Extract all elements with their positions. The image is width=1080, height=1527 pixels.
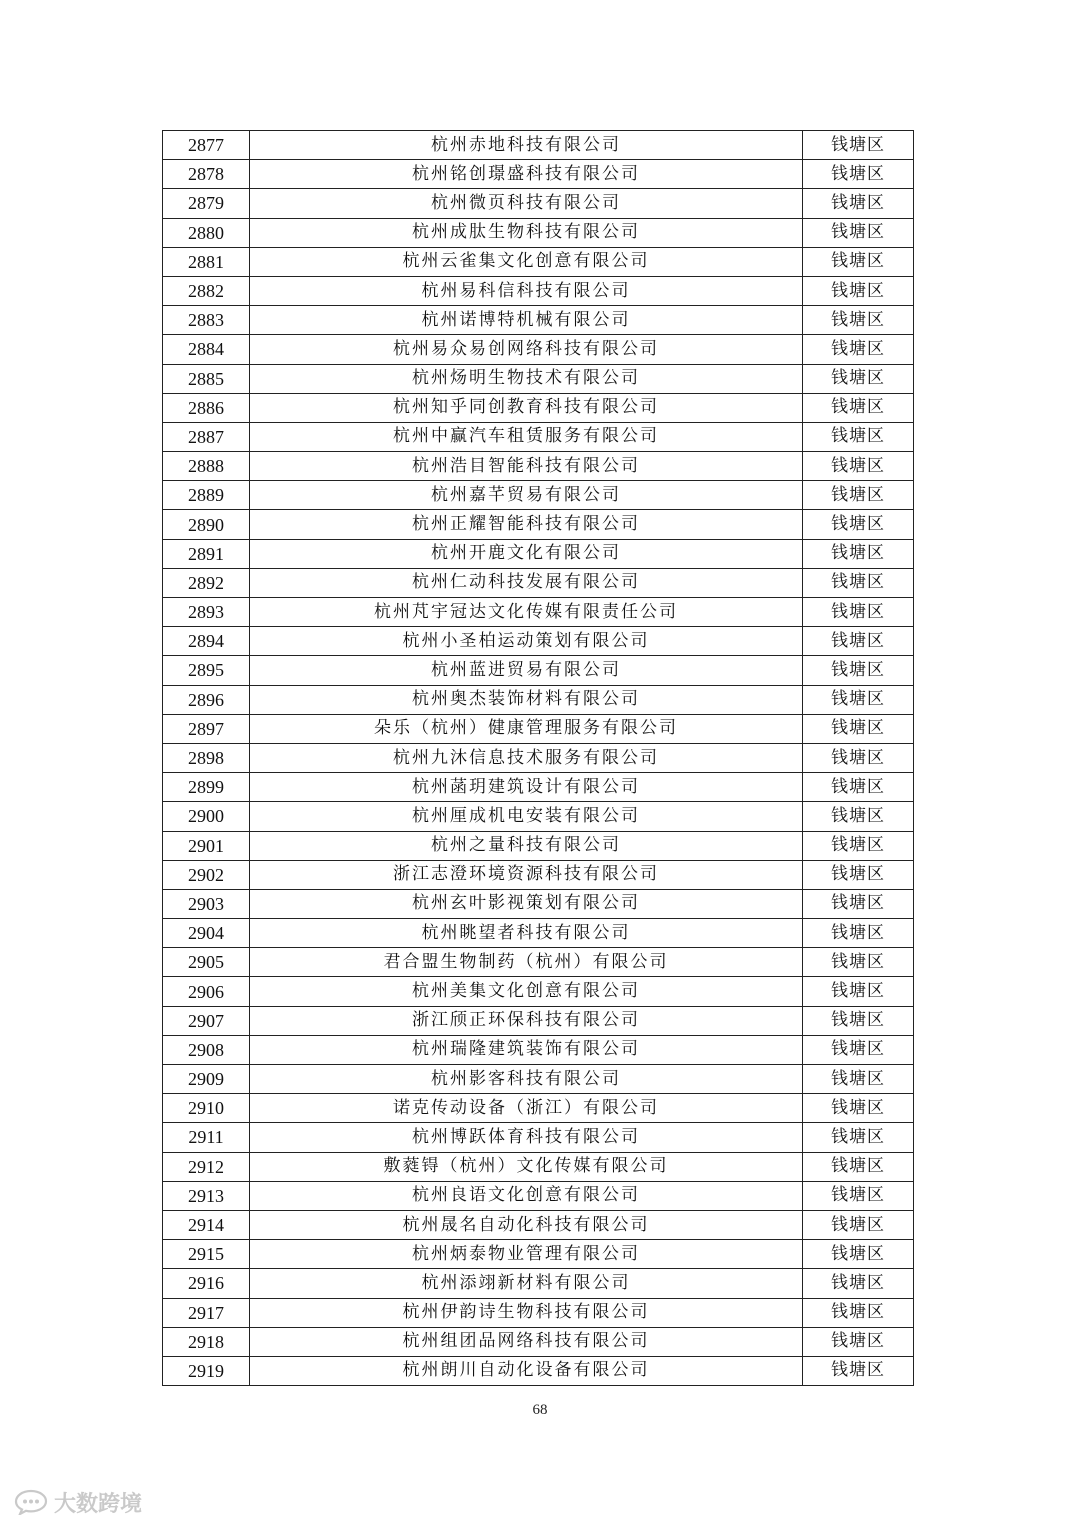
district-name: 钱塘区 bbox=[803, 247, 914, 276]
table-row bbox=[163, 1210, 914, 1239]
district-name: 钱塘区 bbox=[803, 802, 914, 831]
row-number: 2879 bbox=[163, 189, 250, 218]
row-number: 2911 bbox=[163, 1123, 250, 1152]
district-name: 钱塘区 bbox=[803, 1298, 914, 1327]
row-number: 2898 bbox=[163, 743, 250, 772]
district-name: 钱塘区 bbox=[803, 656, 914, 685]
company-name: 杭州开鹿文化有限公司 bbox=[250, 539, 803, 568]
row-number: 2903 bbox=[163, 889, 250, 918]
table-row bbox=[163, 656, 914, 685]
company-name: 杭州知乎同创教育科技有限公司 bbox=[250, 393, 803, 422]
district-name: 钱塘区 bbox=[803, 773, 914, 802]
table-row bbox=[163, 627, 914, 656]
table-row bbox=[163, 306, 914, 335]
table-row bbox=[163, 1035, 914, 1064]
table-row bbox=[163, 1094, 914, 1123]
district-name: 钱塘区 bbox=[803, 510, 914, 539]
table-row bbox=[163, 1240, 914, 1269]
district-name: 钱塘区 bbox=[803, 743, 914, 772]
district-name: 钱塘区 bbox=[803, 1006, 914, 1035]
district-name: 钱塘区 bbox=[803, 539, 914, 568]
speech-bubble-logo-icon bbox=[14, 1489, 48, 1515]
company-name: 杭州浩目智能科技有限公司 bbox=[250, 452, 803, 481]
row-number: 2904 bbox=[163, 919, 250, 948]
row-number: 2878 bbox=[163, 160, 250, 189]
table-row bbox=[163, 977, 914, 1006]
table-row bbox=[163, 189, 914, 218]
company-name: 杭州嘉芊贸易有限公司 bbox=[250, 481, 803, 510]
table-row bbox=[163, 1181, 914, 1210]
company-name: 杭州朗川自动化设备有限公司 bbox=[250, 1356, 803, 1385]
company-name: 杭州小圣柏运动策划有限公司 bbox=[250, 627, 803, 656]
company-list-body bbox=[163, 131, 914, 1386]
district-name: 钱塘区 bbox=[803, 685, 914, 714]
company-name: 杭州瑞隆建筑装饰有限公司 bbox=[250, 1035, 803, 1064]
company-name: 杭州玄叶影视策划有限公司 bbox=[250, 889, 803, 918]
company-name: 杭州易众易创网络科技有限公司 bbox=[250, 335, 803, 364]
district-name: 钱塘区 bbox=[803, 1094, 914, 1123]
company-name: 杭州赤地科技有限公司 bbox=[250, 131, 803, 160]
table-row bbox=[163, 539, 914, 568]
district-name: 钱塘区 bbox=[803, 422, 914, 451]
company-name: 杭州良语文化创意有限公司 bbox=[250, 1181, 803, 1210]
row-number: 2885 bbox=[163, 364, 250, 393]
row-number: 2888 bbox=[163, 452, 250, 481]
table-row bbox=[163, 1123, 914, 1152]
page-number: 68 bbox=[532, 1402, 548, 1418]
row-number: 2882 bbox=[163, 276, 250, 305]
district-name: 钱塘区 bbox=[803, 218, 914, 247]
company-name: 杭州伊韵诗生物科技有限公司 bbox=[250, 1298, 803, 1327]
table-row bbox=[163, 510, 914, 539]
table-row bbox=[163, 422, 914, 451]
row-number: 2901 bbox=[163, 831, 250, 860]
table-row bbox=[163, 714, 914, 743]
company-name: 杭州微页科技有限公司 bbox=[250, 189, 803, 218]
company-name: 杭州炳泰物业管理有限公司 bbox=[250, 1240, 803, 1269]
table-row bbox=[163, 889, 914, 918]
district-name: 钱塘区 bbox=[803, 1327, 914, 1356]
district-name: 钱塘区 bbox=[803, 393, 914, 422]
row-number: 2890 bbox=[163, 510, 250, 539]
company-list-table bbox=[162, 130, 914, 1386]
district-name: 钱塘区 bbox=[803, 1035, 914, 1064]
district-name: 钱塘区 bbox=[803, 1356, 914, 1385]
district-name: 钱塘区 bbox=[803, 1269, 914, 1298]
district-name: 钱塘区 bbox=[803, 831, 914, 860]
row-number: 2907 bbox=[163, 1006, 250, 1035]
table-row bbox=[163, 1152, 914, 1181]
row-number: 2892 bbox=[163, 568, 250, 597]
district-name: 钱塘区 bbox=[803, 977, 914, 1006]
district-name: 钱塘区 bbox=[803, 919, 914, 948]
company-name: 诺克传动设备（浙江）有限公司 bbox=[250, 1094, 803, 1123]
company-name: 杭州正耀智能科技有限公司 bbox=[250, 510, 803, 539]
table-row bbox=[163, 919, 914, 948]
company-name: 杭州九沐信息技术服务有限公司 bbox=[250, 743, 803, 772]
table-row bbox=[163, 276, 914, 305]
row-number: 2899 bbox=[163, 773, 250, 802]
company-name: 杭州晟名自动化科技有限公司 bbox=[250, 1210, 803, 1239]
company-name: 杭州影客科技有限公司 bbox=[250, 1065, 803, 1094]
watermark bbox=[14, 1487, 142, 1517]
table-row bbox=[163, 598, 914, 627]
district-name: 钱塘区 bbox=[803, 627, 914, 656]
district-name: 钱塘区 bbox=[803, 860, 914, 889]
table-row bbox=[163, 1006, 914, 1035]
row-number: 2919 bbox=[163, 1356, 250, 1385]
company-name: 杭州仁动科技发展有限公司 bbox=[250, 568, 803, 597]
company-name: 杭州美集文化创意有限公司 bbox=[250, 977, 803, 1006]
district-name: 钱塘区 bbox=[803, 1181, 914, 1210]
row-number: 2895 bbox=[163, 656, 250, 685]
row-number: 2916 bbox=[163, 1269, 250, 1298]
table-row bbox=[163, 568, 914, 597]
row-number: 2918 bbox=[163, 1327, 250, 1356]
row-number: 2909 bbox=[163, 1065, 250, 1094]
table-row bbox=[163, 1269, 914, 1298]
company-name: 杭州芃宇冠达文化传媒有限责任公司 bbox=[250, 598, 803, 627]
row-number: 2913 bbox=[163, 1181, 250, 1210]
row-number: 2905 bbox=[163, 948, 250, 977]
row-number: 2900 bbox=[163, 802, 250, 831]
table-row bbox=[163, 1356, 914, 1385]
row-number: 2914 bbox=[163, 1210, 250, 1239]
district-name: 钱塘区 bbox=[803, 189, 914, 218]
district-name: 钱塘区 bbox=[803, 335, 914, 364]
district-name: 钱塘区 bbox=[803, 160, 914, 189]
row-number: 2894 bbox=[163, 627, 250, 656]
table-row bbox=[163, 1298, 914, 1327]
table-row bbox=[163, 218, 914, 247]
company-name: 杭州炀明生物技术有限公司 bbox=[250, 364, 803, 393]
company-name: 杭州铭创璟盛科技有限公司 bbox=[250, 160, 803, 189]
district-name: 钱塘区 bbox=[803, 1123, 914, 1152]
row-number: 2917 bbox=[163, 1298, 250, 1327]
district-name: 钱塘区 bbox=[803, 889, 914, 918]
table-row bbox=[163, 685, 914, 714]
table-row bbox=[163, 481, 914, 510]
district-name: 钱塘区 bbox=[803, 1210, 914, 1239]
company-name: 君合盟生物制药（杭州）有限公司 bbox=[250, 948, 803, 977]
company-name: 浙江志澄环境资源科技有限公司 bbox=[250, 860, 803, 889]
company-name: 杭州添翊新材料有限公司 bbox=[250, 1269, 803, 1298]
company-name: 敷蕤锝（杭州）文化传媒有限公司 bbox=[250, 1152, 803, 1181]
company-name: 杭州中赢汽车租赁服务有限公司 bbox=[250, 422, 803, 451]
row-number: 2902 bbox=[163, 860, 250, 889]
company-name: 朵乐（杭州）健康管理服务有限公司 bbox=[250, 714, 803, 743]
table-row bbox=[163, 1327, 914, 1356]
district-name: 钱塘区 bbox=[803, 364, 914, 393]
table-row bbox=[163, 160, 914, 189]
row-number: 2880 bbox=[163, 218, 250, 247]
company-name: 浙江颀正环保科技有限公司 bbox=[250, 1006, 803, 1035]
district-name: 钱塘区 bbox=[803, 306, 914, 335]
table-row bbox=[163, 773, 914, 802]
company-name: 杭州成肽生物科技有限公司 bbox=[250, 218, 803, 247]
company-name: 杭州眺望者科技有限公司 bbox=[250, 919, 803, 948]
district-name: 钱塘区 bbox=[803, 481, 914, 510]
row-number: 2884 bbox=[163, 335, 250, 364]
table-row bbox=[163, 364, 914, 393]
district-name: 钱塘区 bbox=[803, 1240, 914, 1269]
row-number: 2908 bbox=[163, 1035, 250, 1064]
company-name: 杭州奥杰装饰材料有限公司 bbox=[250, 685, 803, 714]
row-number: 2912 bbox=[163, 1152, 250, 1181]
table-row bbox=[163, 948, 914, 977]
row-number: 2889 bbox=[163, 481, 250, 510]
table-row bbox=[163, 831, 914, 860]
district-name: 钱塘区 bbox=[803, 131, 914, 160]
district-name: 钱塘区 bbox=[803, 452, 914, 481]
row-number: 2887 bbox=[163, 422, 250, 451]
table-row bbox=[163, 860, 914, 889]
table-row bbox=[163, 335, 914, 364]
table-row bbox=[163, 452, 914, 481]
row-number: 2893 bbox=[163, 598, 250, 627]
table-row bbox=[163, 247, 914, 276]
company-name: 杭州之量科技有限公司 bbox=[250, 831, 803, 860]
company-name: 杭州诺博特机械有限公司 bbox=[250, 306, 803, 335]
district-name: 钱塘区 bbox=[803, 598, 914, 627]
table-row bbox=[163, 131, 914, 160]
district-name: 钱塘区 bbox=[803, 1152, 914, 1181]
district-name: 钱塘区 bbox=[803, 276, 914, 305]
row-number: 2910 bbox=[163, 1094, 250, 1123]
table-row bbox=[163, 802, 914, 831]
company-name: 杭州菡玥建筑设计有限公司 bbox=[250, 773, 803, 802]
table-row bbox=[163, 393, 914, 422]
district-name: 钱塘区 bbox=[803, 568, 914, 597]
company-name: 杭州厘成机电安装有限公司 bbox=[250, 802, 803, 831]
row-number: 2906 bbox=[163, 977, 250, 1006]
row-number: 2915 bbox=[163, 1240, 250, 1269]
row-number: 2886 bbox=[163, 393, 250, 422]
row-number: 2883 bbox=[163, 306, 250, 335]
watermark-text: 大数跨境 bbox=[54, 1491, 143, 1517]
district-name: 钱塘区 bbox=[803, 948, 914, 977]
district-name: 钱塘区 bbox=[803, 714, 914, 743]
company-name: 杭州组团品网络科技有限公司 bbox=[250, 1327, 803, 1356]
row-number: 2897 bbox=[163, 714, 250, 743]
company-name: 杭州云雀集文化创意有限公司 bbox=[250, 247, 803, 276]
company-name: 杭州易科信科技有限公司 bbox=[250, 276, 803, 305]
row-number: 2877 bbox=[163, 131, 250, 160]
company-name: 杭州蓝进贸易有限公司 bbox=[250, 656, 803, 685]
table-row bbox=[163, 1065, 914, 1094]
row-number: 2896 bbox=[163, 685, 250, 714]
company-name: 杭州博跃体育科技有限公司 bbox=[250, 1123, 803, 1152]
district-name: 钱塘区 bbox=[803, 1065, 914, 1094]
row-number: 2881 bbox=[163, 247, 250, 276]
table-row bbox=[163, 743, 914, 772]
row-number: 2891 bbox=[163, 539, 250, 568]
